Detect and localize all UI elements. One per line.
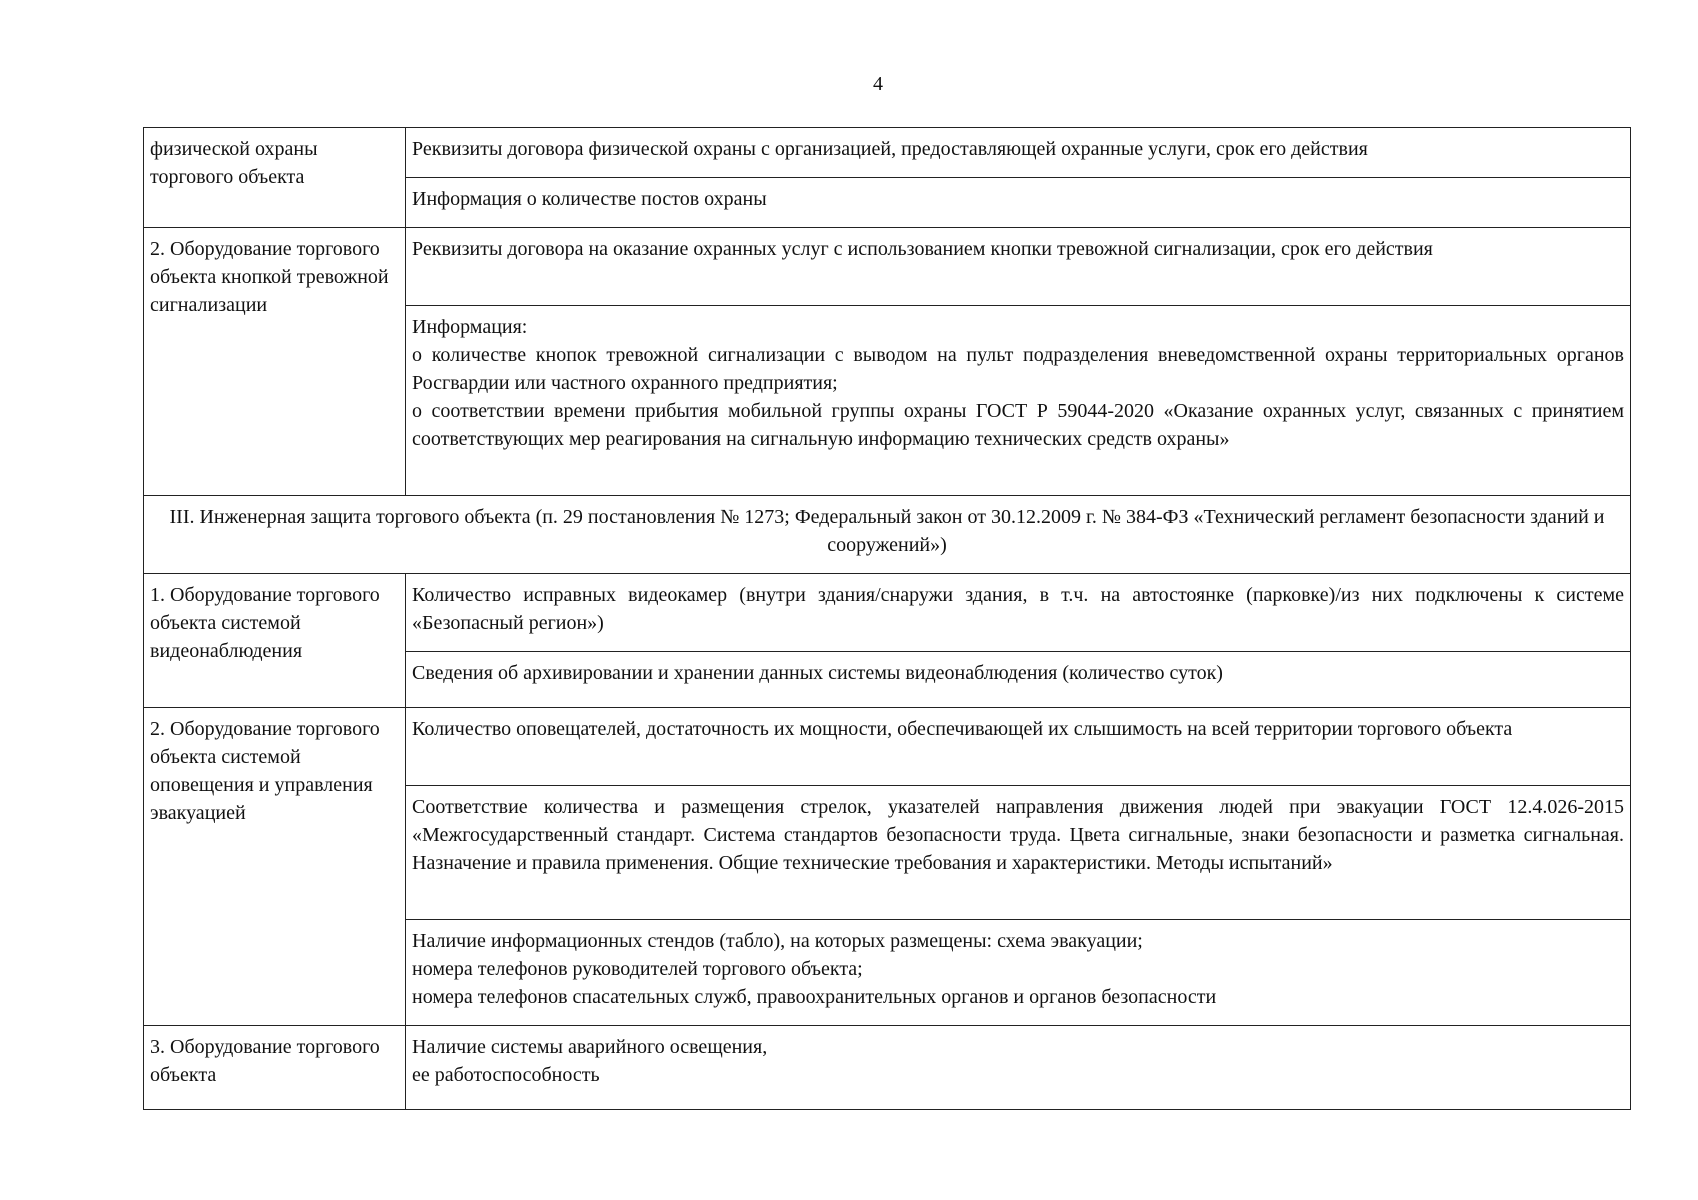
row-content [406, 306, 1631, 496]
row-label: 3. Оборудование торгового объекта [144, 1026, 406, 1110]
row-label: 2. Оборудование торгового объекта кнопкой тревожной сигнализации [144, 228, 406, 496]
content-line: о количестве кнопок тревожной сигнализации с выводом на пульт подразделения вневедомственной охраны территориальных органов Росгвардии или частного охранного предприятия; [412, 344, 1624, 394]
content-line: Наличие системы аварийного освещения, [412, 1036, 768, 1058]
table-row [144, 708, 1631, 786]
table-row [144, 128, 1631, 178]
row-content: Информация о количестве постов охраны [406, 178, 1631, 228]
table-row [144, 1026, 1631, 1110]
page-number: 4 [873, 73, 883, 95]
row-content: Количество исправных видеокамер (внутри здания/снаружи здания, в т.ч. на автостоянке (парковке)/из них подключены к системе «Безопасный регион») [406, 574, 1631, 652]
content-line: номера телефонов руководителей торгового объекта; [412, 958, 863, 980]
table-row [144, 228, 1631, 306]
row-label: физической охраны торгового объекта [144, 128, 406, 228]
content-line: ее работоспособность [412, 1064, 600, 1086]
row-content [406, 920, 1631, 1026]
table-row [144, 574, 1631, 652]
content-line: Наличие информационных стендов (табло), на которых размещены: схема эвакуации; [412, 930, 1143, 952]
row-content: Соответствие количества и размещения стрелок, указателей направления движения людей при эвакуации ГОСТ 12.4.026-2015 «Межгосударственный стандарт. Система стандартов безопасности труда. Цвета сигнальные, знаки безопасности и разметка сигнальная. Назначение и правила применения. Общие технические требования и характеристики. Методы испытаний» [406, 786, 1631, 920]
section-header-row [144, 496, 1631, 574]
row-content: Реквизиты договора на оказание охранных услуг с использованием кнопки тревожной сигнализации, срок его действия [406, 228, 1631, 306]
content-line: о соответствии времени прибытия мобильной группы охраны ГОСТ Р 59044-2020 «Оказание охранных услуг, связанных с принятием соответствующих мер реагирования на сигнальную информацию технических средств охраны» [412, 400, 1624, 450]
content-line: Информация: [412, 316, 528, 338]
row-content: Реквизиты договора физической охраны с организацией, предоставляющей охранные услуги, срок его действия [406, 128, 1631, 178]
content-line: номера телефонов спасательных служб, правоохранительных органов и органов безопасности [412, 986, 1217, 1008]
row-label: 1. Оборудование торгового объекта системой видеонаблюдения [144, 574, 406, 708]
section-heading: III. Инженерная защита торгового объекта (п. 29 постановления № 1273; Федеральный закон от 30.12.2009 г. № 384-ФЗ «Технический регламент безопасности зданий и сооружений») [144, 496, 1631, 574]
row-content [406, 1026, 1631, 1110]
row-label: 2. Оборудование торгового объекта системой оповещения и управления эвакуацией [144, 708, 406, 1026]
row-content: Сведения об архивировании и хранении данных системы видеонаблюдения (количество суток) [406, 652, 1631, 708]
requirements-table [143, 127, 1631, 1110]
row-content: Количество оповещателей, достаточность их мощности, обеспечивающей их слышимость на всей территории торгового объекта [406, 708, 1631, 786]
